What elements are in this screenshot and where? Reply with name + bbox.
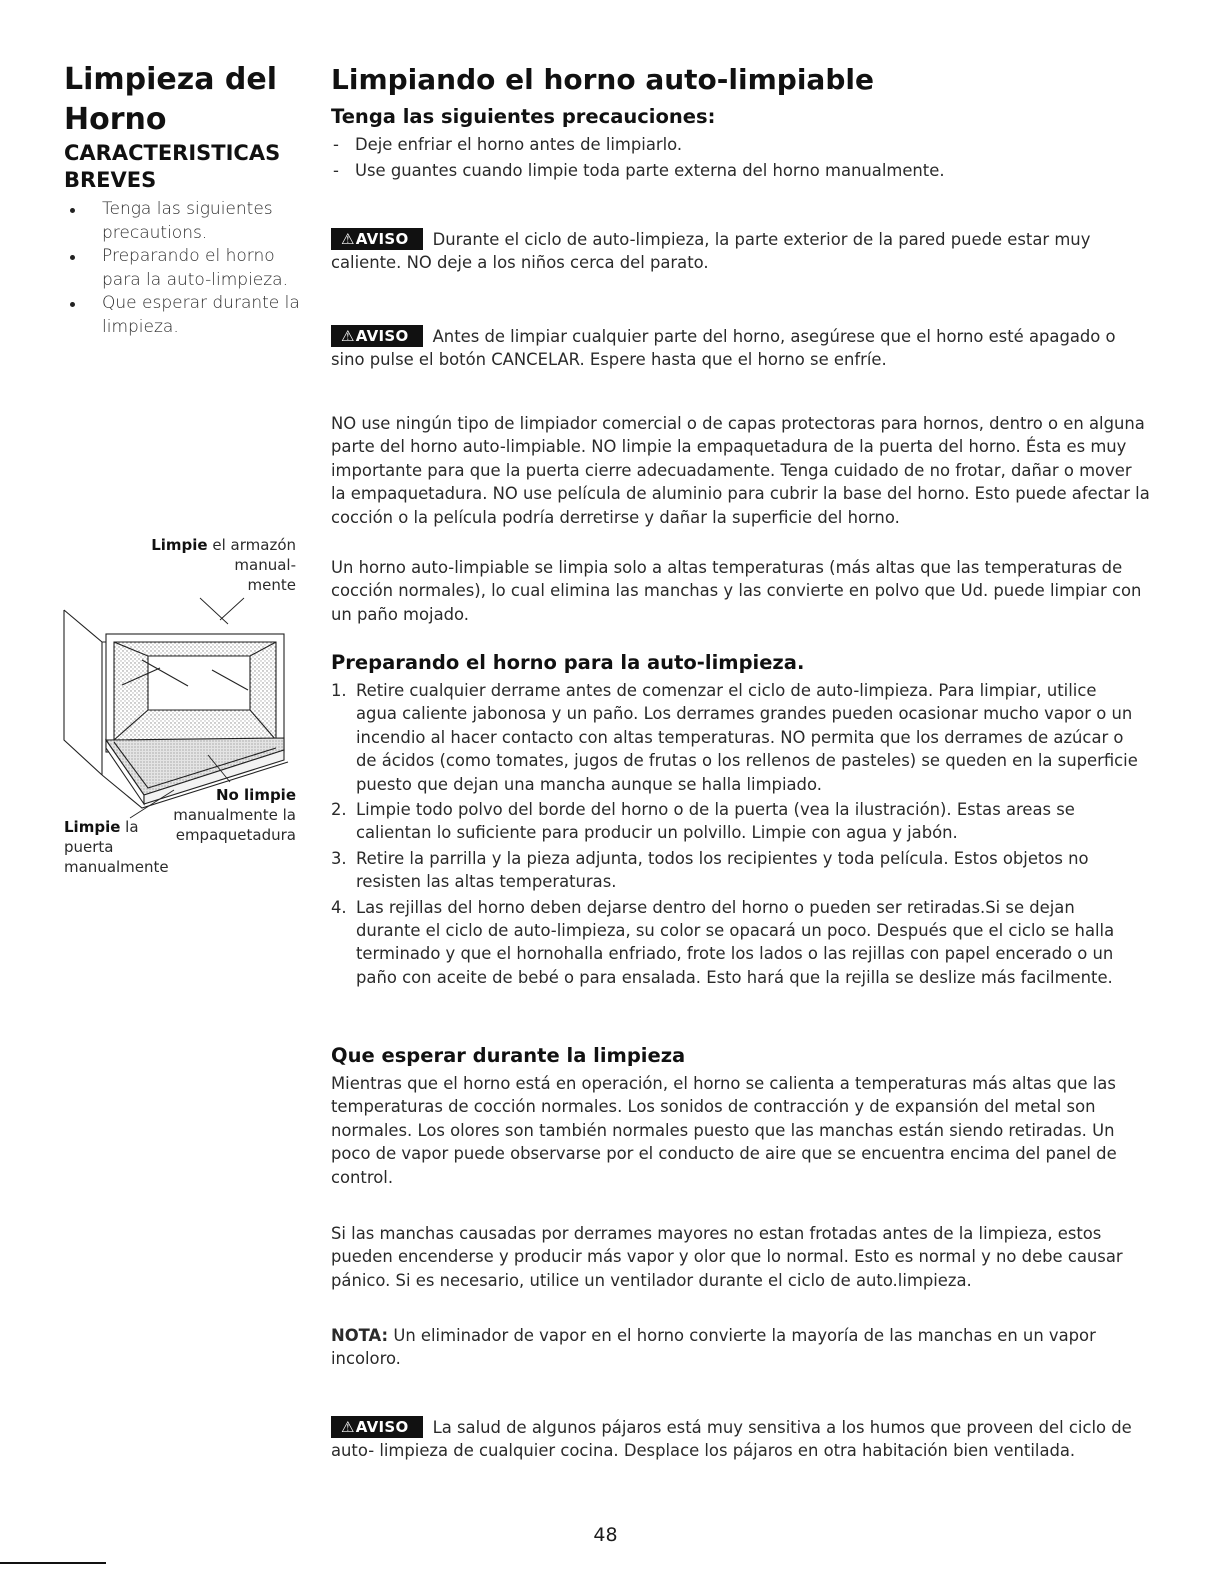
prep-item: 4. Las rejillas del horno deben dejarse dentro del horno o pueden ser retiradas.Si se dejan durante el ciclo de auto-limpieza, su color se opacará un poco. Después que el ciclo se halla terminado y que el hornohalla enfriado, frote los lados o las rejillas con papel encerado o un paño con aceite de bebé o para ensalada. Esto hará que la rejilla se deslize más facilmente. <box>331 897 1115 987</box>
oven-illustration <box>62 590 302 820</box>
warning-triangle-icon: ⚠ <box>341 1418 355 1436</box>
prep-item: 2. Limpie todo polvo del borde del horno o de la puerta (vea la ilustración). Estas areas se calientan lo suficiente para producir un polvillo. Limpie con agua y jabón. <box>331 800 1075 843</box>
prep-item: 1. Retire cualquier derrame antes de comenzar el ciclo de auto-limpieza. Para limpiar, utilice agua caliente jabonosa y un paño. Los derrames grandes pueden ocasionar mucho vapor o un incendio al hacer contacto con altas temperaturas. NO permita que los derrames de azúcar o de ácidos (como tomates, jugos de frutas o los rellenos de pasteles) se queden en la superficie puesto que dejan una mancha aunque se halla limpiado. <box>331 681 1138 794</box>
precaution-item: - Deje enfriar el horno antes de limpiarlo. <box>331 133 1151 157</box>
sidebar-list-item: Tenga las siguientes precautions. <box>64 198 304 245</box>
sidebar-list <box>64 198 304 339</box>
precaution-item: - Use guantes cuando limpie toda parte externa del horno manualmente. <box>331 159 1151 183</box>
page-number: 48 <box>593 1524 618 1546</box>
warning-triangle-icon: ⚠ <box>341 327 355 345</box>
prep-heading: Preparando el horno para la auto-limpieza. <box>331 651 805 674</box>
paragraph-self-clean-explained: Un horno auto-limpiable se limpia solo a altas temperaturas (más altas que las temperaturas de cocción normales), lo cual elimina las manchas y las convierte en polvo que Ud. puede limpiar con un paño mojado. <box>331 558 1142 624</box>
note-label: NOTA: <box>331 1326 389 1345</box>
prep-list <box>331 679 1141 991</box>
precautions-heading: Tenga las siguientes precauciones: <box>331 105 716 128</box>
sidebar-subtitle: CARACTERISTICAS BREVES <box>64 141 281 192</box>
figure-label-gasket: No limpie manualmente la empaquetadura <box>173 786 296 844</box>
sidebar-list-item: Preparando el horno para la auto-limpieza. <box>64 245 304 292</box>
expect-heading: Que esperar durante la limpieza <box>331 1044 686 1067</box>
paragraph-no-commercial-cleaner: NO use ningún tipo de limpiador comercial o de capas protectoras para hornos, dentro o en alguna parte del horno auto-limpiable. NO limpie la empaquetadura de la puerta del horno. Ésta es muy importante para que la puerta cierre adecuadamente. Tenga cuidado de no frotar, dañar o mover la empaquetadura. NO use película de aluminio para cubrir la base del horno. Esto puede afectar la cocción o la película podría derretirse y dañar la superficie del horno. <box>331 414 1150 527</box>
precautions-list <box>331 133 1151 185</box>
figure-label-frame: Limpie el armazón manual- mente <box>151 536 296 594</box>
paragraph-spills: Si las manchas causadas por derrames mayores no estan frotadas antes de la limpieza, estos pueden encenderse y producir más vapor y olor que lo normal. Esto es normal y no debe causar pánico. Si es necesario, utilice un ventilador durante el ciclo de auto.limpieza. <box>331 1224 1123 1290</box>
bottom-rule <box>0 1562 106 1564</box>
figure-label-door: Limpie la puerta manualmente <box>64 818 169 876</box>
warning-2: ⚠AVISO Antes de limpiar cualquier parte del horno, asegúrese que el horno esté apagado o sino pulse el botón CANCELAR. Espere hasta que el horno se enfríe. <box>331 327 1116 370</box>
warning-3: ⚠AVISO La salud de algunos pájaros está muy sensitiva a los humos que proveen del ciclo de auto- limpieza de cualquier cocina. Desplace los pájaros en otra habitación bien ventilada. <box>331 1418 1132 1461</box>
note-paragraph: NOTA: Un eliminador de vapor en el horno convierte la mayoría de las manchas en un vapor incoloro. <box>331 1326 1096 1369</box>
aviso-badge: ⚠AVISO <box>331 325 423 347</box>
warning-1: ⚠AVISO Durante el ciclo de auto-limpieza, la parte exterior de la pared puede estar muy caliente. NO deje a los niños cerca del parato. <box>331 230 1091 273</box>
paragraph-during-operation: Mientras que el horno está en operación, el horno se calienta a temperaturas más altas que las temperaturas de cocción normales. Los sonidos de contracción y de expansión del metal son normales. Los olores son también normales puesto que las manchas están siendo retiradas. Un poco de vapor puede observarse por el conducto de aire que se encuentra encima del panel de control. <box>331 1074 1117 1187</box>
main-title: Limpiando el horno auto-limpiable <box>331 63 874 96</box>
prep-item: 3. Retire la parrilla y la pieza adjunta, todos los recipientes y toda película. Estos objetos no resisten las altas temperaturas. <box>331 848 1089 892</box>
sidebar-list-item: Que esperar durante la limpieza. <box>64 292 304 339</box>
aviso-badge: ⚠AVISO <box>331 1416 423 1438</box>
aviso-badge: ⚠AVISO <box>331 228 423 250</box>
warning-triangle-icon: ⚠ <box>341 230 355 248</box>
sidebar-title: Limpieza del Horno <box>64 62 278 137</box>
